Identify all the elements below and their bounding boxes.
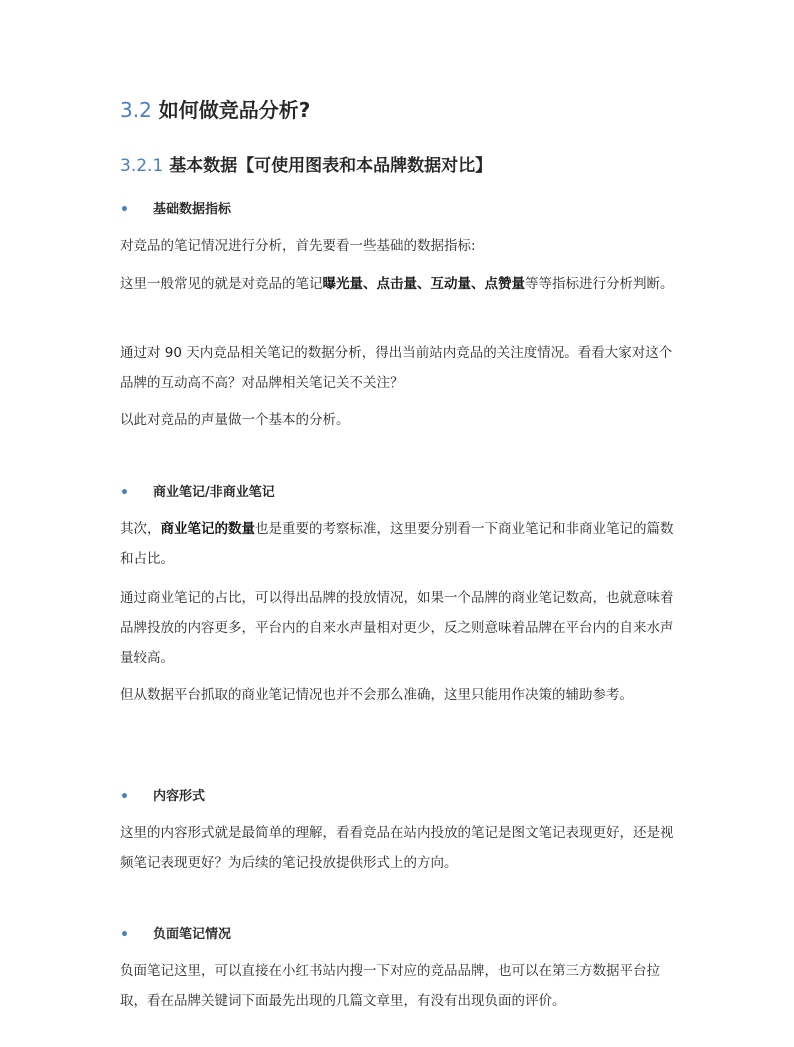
- paragraph: 其次，商业笔记的数量也是重要的考察标准，这里要分别看一下商业笔记和非商业笔记的篇数和占比。: [120, 521, 674, 567]
- paragraph: 通过对 90 天内竞品相关笔记的数据分析，得出当前站内竞品的关注度情况。看看大家对这个品牌的互动高不高？对品牌相关笔记关不关注？: [120, 345, 673, 391]
- bullet-icon: •: [120, 485, 129, 501]
- heading-number: 3.2: [120, 98, 152, 122]
- paragraph: 这里的内容形式就是最简单的理解，看看竞品在站内投放的笔记是图文笔记表现更好，还是视频笔记表现更好？为后续的笔记投放提供形式上的方向。: [120, 825, 674, 871]
- bullet-icon: •: [120, 927, 129, 943]
- bullet-heading-label: 商业笔记/非商业笔记: [153, 485, 275, 500]
- bullet-icon: •: [120, 202, 129, 218]
- paragraph: 但从数据平台抓取的商业笔记情况也并不会那么准确，这里只能用作决策的辅助参考。: [120, 687, 633, 703]
- paragraph: 对竞品的笔记情况进行分析，首先要看一些基础的数据指标:: [120, 238, 476, 254]
- emphasized-commercial-count: 商业笔记的数量: [160, 521, 255, 537]
- paragraph: 这里一般常见的就是对竞品的笔记曝光量、点击量、互动量、点赞量等等指标进行分析判断。: [120, 276, 674, 292]
- paragraph: 负面笔记这里，可以直接在小红书站内搜一下对应的竞品品牌，也可以在第三方数据平台拉取，看在品牌关键词下面最先出现的几篇文章里，有没有出现负面的评价。: [120, 963, 660, 1009]
- heading-text: 如何做竞品分析?: [158, 98, 311, 122]
- bullet-heading-label: 负面笔记情况: [153, 927, 232, 942]
- heading-text: 基本数据【可使用图表和本品牌数据对比】: [169, 156, 493, 176]
- heading-number: 3.2.1: [120, 156, 164, 176]
- paragraph: 以此对竞品的声量做一个基本的分析。: [120, 412, 350, 428]
- emphasized-metrics: 曝光量、点击量、互动量、点赞量: [322, 276, 525, 292]
- bullet-icon: •: [120, 789, 129, 805]
- section-heading-3-2: [120, 95, 310, 125]
- subsection-heading-3-2-1: [120, 152, 492, 180]
- bullet-heading-label: 基础数据指标: [153, 202, 232, 217]
- paragraph: 通过商业笔记的占比，可以得出品牌的投放情况，如果一个品牌的商业笔记数高，也就意味着品牌投放的内容更多，平台内的自来水声量相对更少，反之则意味着品牌在平台内的自来水声量较高。: [120, 590, 674, 666]
- bullet-heading-label: 内容形式: [153, 789, 206, 804]
